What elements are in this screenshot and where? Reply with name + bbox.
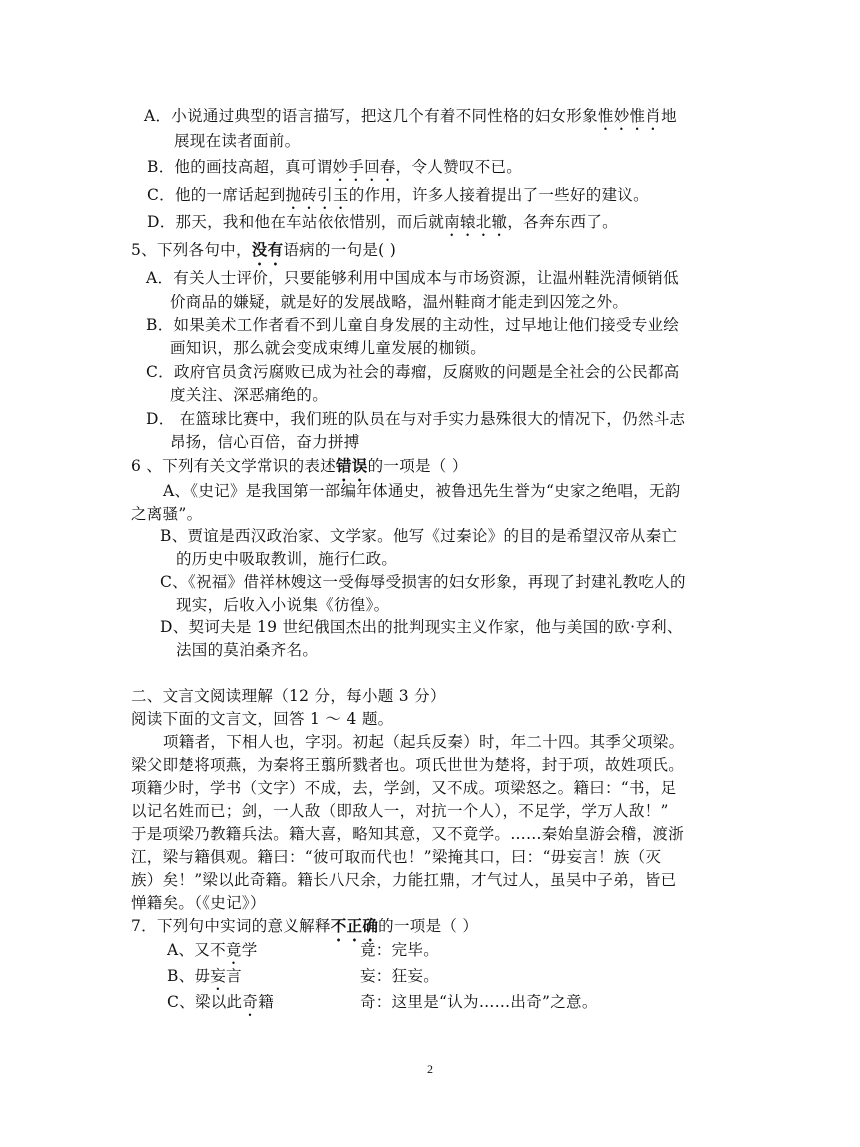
q7-c-post: 籍 (258, 993, 274, 1011)
q6-option-a-line1: A、《史记》是我国第一部编年体通史，被鲁迅先生誉为“史家之绝唱，无韵 (163, 482, 681, 500)
section-intro: 阅读下面的文言文，回答 1 ～ 4 题。 (131, 710, 394, 728)
q7-a-post: 学 (241, 941, 258, 959)
passage-line-2: 梁父即楚将项燕，为秦将王翦所戮者也。项氏世世为楚将，封于项，故姓项氏。 (131, 756, 685, 774)
q7-stem-pre: 7．下列句中实词的意义解释 (131, 917, 331, 935)
q7-a-pre: A、又不 (167, 941, 226, 959)
page-number: 2 (427, 1062, 433, 1076)
q4-option-b (147, 157, 522, 185)
section-heading: 二、文言文阅读理解（12 分，每小题 3 分） (131, 687, 446, 705)
q7-option-a-definition: 竟：完毕。 (360, 941, 440, 959)
q4-b-pre: B．他的画技高超，真可谓 (147, 158, 333, 176)
q7-a-emphasis: 竟 (225, 941, 242, 959)
q4-b-post: ，令人赞叹不已。 (395, 158, 523, 176)
q7-option-b (167, 966, 242, 994)
q7-b-emphasis: 妄 (210, 967, 227, 985)
q4-b-emphasis: 妙手回春 (332, 158, 396, 176)
q5-stem-post: 语病的一句是( ) (283, 241, 397, 259)
q6-option-d-line1: D、契诃夫是 19 世纪俄国杰出的批判现实主义作家，他与美国的欧·亨利、 (160, 618, 683, 636)
q4-c-post: 的作用，许多人接着提出了一些好的建议。 (348, 186, 649, 204)
passage-line-5: 于是项梁乃教籍兵法。籍大喜，略知其意，又不竟学。……秦始皇游会稽，渡浙 (131, 825, 685, 843)
q4-c-pre: C．他的一席话起到 (147, 186, 286, 204)
q7-b-pre: B、毋 (167, 967, 211, 985)
q4-option-d (147, 212, 618, 240)
q5-stem-emphasis: 没有 (251, 240, 284, 259)
q7-c-emphasis: 奇 (242, 993, 259, 1011)
q4-a-end: 地 (661, 107, 677, 125)
q5-option-b-line2: 画知识，那么就会变成束缚儿童发展的枷锁。 (170, 339, 487, 357)
q6-option-d-line2: 法国的莫泊桑齐名。 (176, 641, 319, 659)
q4-option-a-line1 (144, 106, 677, 134)
q4-d-pre: D．那天，我和他在车站依依惜别，而后就 (147, 213, 445, 231)
q7-option-c (167, 992, 274, 1020)
q7-stem-post: 的一项是（ ） (378, 917, 479, 935)
q5-option-a-line2: 价商品的嫌疑，就是好的发展战略，温州鞋商才能走到囚笼之外。 (170, 293, 629, 311)
q4-option-a-line2: 展现在读者面前。 (174, 132, 301, 150)
q5-option-c-line2: 度关注、深恶痛绝的。 (170, 386, 329, 404)
q4-d-emphasis: 南辕北辙 (444, 213, 508, 231)
passage-line-3: 项籍少时，学书（文字）不成，去，学剑，又不成。项梁怒之。籍曰：“书，足 (131, 779, 677, 797)
q6-option-b-line2: 的历史中吸取教训，施行仁政。 (176, 550, 398, 568)
q6-option-a-line2: 之离骚”。 (131, 505, 203, 523)
q4-option-c (147, 185, 649, 213)
q5-option-c-line1: C．政府官员贪污腐败已成为社会的毒瘤，反腐败的问题是全社会的公民都高 (146, 363, 680, 381)
q7-c-pre: C、梁以此 (167, 993, 243, 1011)
q5-option-a-line1: A．有关人士评价，只要能够利用中国成本与市场资源，让温州鞋洗清倾销低 (146, 269, 679, 287)
passage-line-6: 江，梁与籍俱观。籍曰：“彼可取而代也！”梁掩其口，曰：“毋妄言！族（灭 (131, 848, 662, 866)
q6-stem-pre: 6 、下列有关文学常识的表述 (131, 457, 336, 475)
q7-option-c-definition: 奇：这里是“认为……出奇”之意。 (360, 993, 598, 1011)
q6-stem-post: 的一项是（ ） (367, 457, 468, 475)
q4-a-text: A．小说通过典型的语言描写，把这几个有着不同性格的妇女形象 (144, 107, 598, 125)
passage-line-1: 项籍者，下相人也，字羽。初起（起兵反秦）时，年二十四。其季父项梁。 (163, 733, 685, 751)
q4-d-post: ，各奔东西了。 (507, 213, 618, 231)
passage-line-4: 以记名姓而已；剑，一人敌（即敌人一，对抗一个人），不足学，学万人敌！” (131, 802, 669, 820)
q5-option-d-line1: D． 在篮球比赛中，我们班的队员在与对手实力悬殊很大的情况下，仍然斗志 (146, 410, 686, 428)
q5-option-b-line1: B．如果美术工作者看不到儿童自身发展的主动性，过早地让他们接受专业绘 (146, 316, 680, 334)
q6-option-c-line2: 现实，后收入小说集《彷徨》。 (176, 596, 390, 614)
q6-stem-emphasis: 错误 (336, 456, 368, 475)
q7-stem-emphasis: 不正确 (330, 916, 379, 935)
q4-c-emphasis: 抛砖引玉 (285, 186, 349, 204)
q5-option-d-line2: 昂扬，信心百倍，奋力拼搏 (170, 433, 360, 451)
q5-stem (131, 240, 396, 269)
q7-b-post: 言 (226, 967, 242, 985)
q6-option-c-line1: C、《祝福》借祥林嫂这一受侮辱受损害的妇女形象，再现了封建礼教吃人的 (160, 573, 686, 591)
passage-line-8: 惮籍矣。（《史记》） (131, 894, 266, 912)
q7-option-b-definition: 妄：狂妄。 (360, 967, 440, 985)
q7-option-a (167, 940, 258, 968)
passage-line-7: 族）矣！”梁以此奇籍。籍长八尺余，力能扛鼎，才气过人，虽吴中子弟，皆已 (131, 871, 677, 889)
q5-stem-pre: 5、下列各句中， (131, 241, 252, 259)
q6-option-b-line1: B、贾谊是西汉政治家、文学家。他写《过秦论》的目的是希望汉帝从秦亡 (160, 527, 678, 545)
q4-a-emphasis: 惟妙惟肖 (597, 107, 662, 125)
